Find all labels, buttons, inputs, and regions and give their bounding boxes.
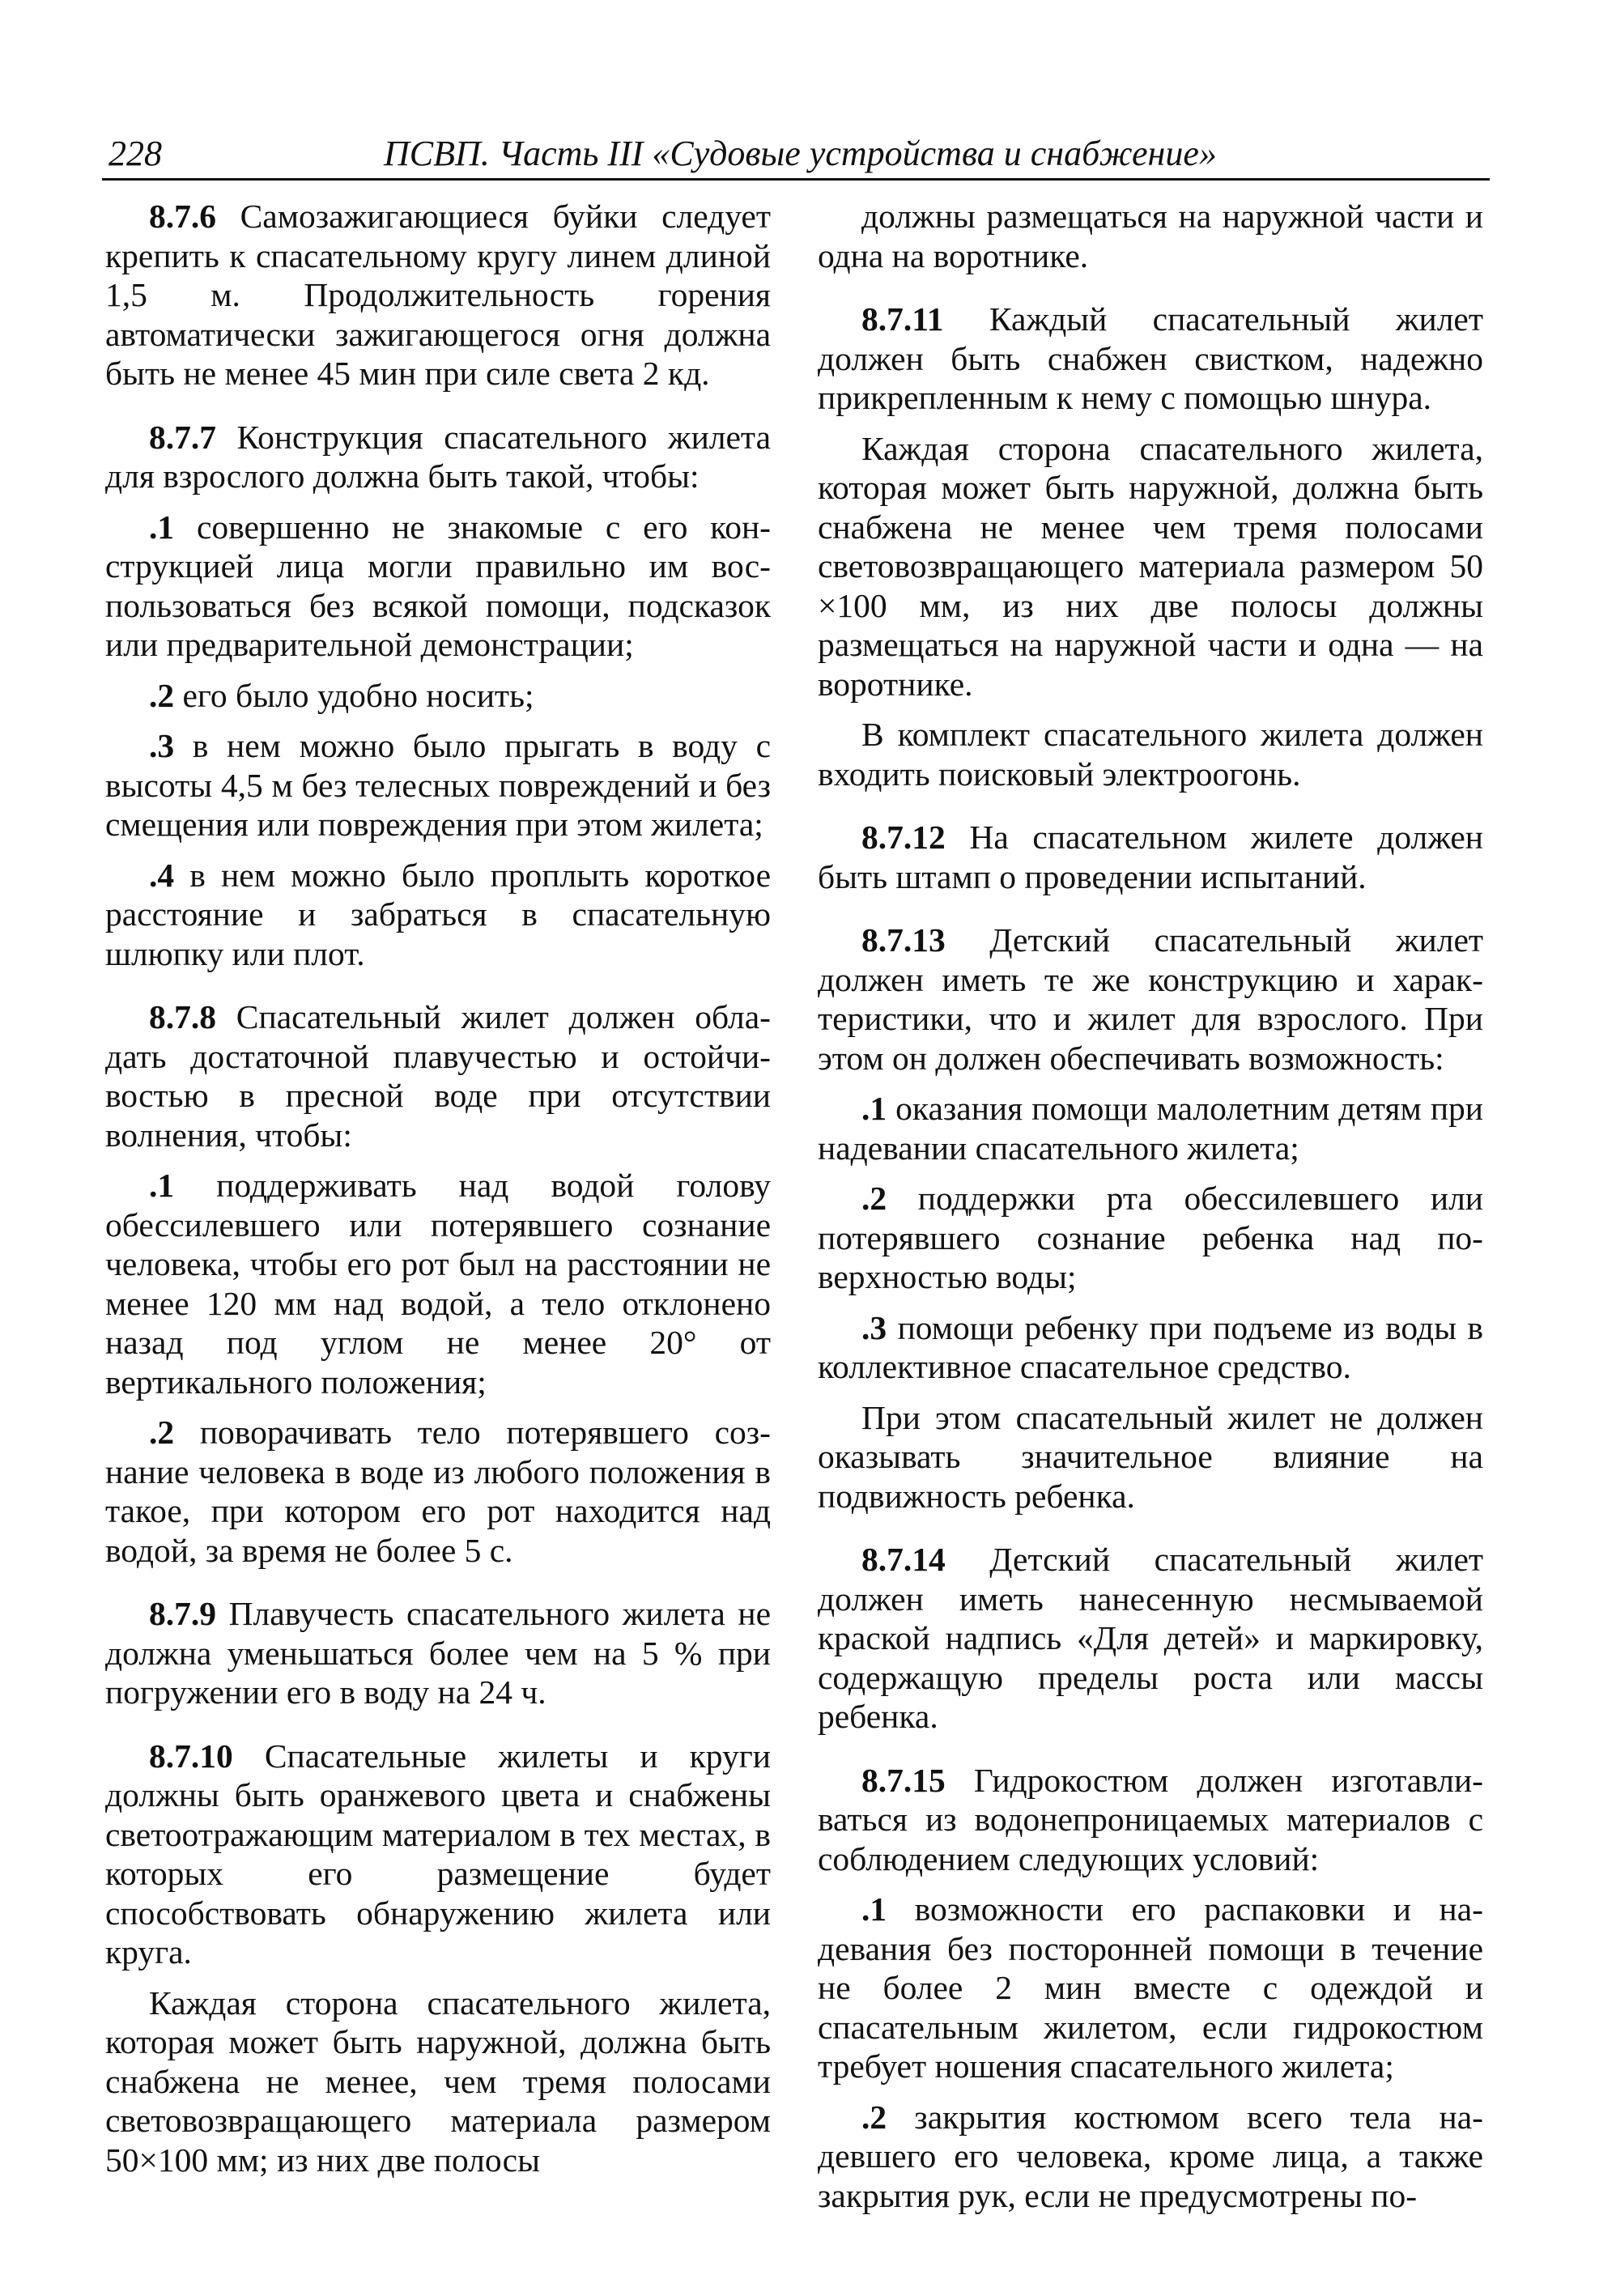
clause-8-7-10-paragraph: Каждая сторона спасательного жилета, которая может быть наружной, должна быть снабжена не менее, чем тремя полосами световозвращающего материала размером 50×100 мм; из них две полосы <box>105 1983 771 2179</box>
clause-8-7-13-paragraph: При этом спасательный жилет не должен оказывать значительное влияние на подвижность ребенка. <box>818 1398 1483 1515</box>
clause-8-7-15-item-2: .2 закрытия костюмом всего тела надевшего его человека, кроме лица, а также закрытия рук, если не предусмотрены по- <box>818 2098 1483 2214</box>
clause-8-7-15: 8.7.15 Гидрокостюм должен изготавливаться из водонепроницаемых материалов с соблюдением следующих условий: <box>818 1761 1483 1877</box>
right-column <box>818 197 1483 2226</box>
clause-8-7-8-item-1: .1 поддерживать над водой голову обессилевшего или потерявшего сознание человека, чтобы его рот был на расстоянии не менее 120 мм над водой, а тело отклонено назад под углом не менее 20° от вертикального положения; <box>105 1167 771 1401</box>
clause-8-7-8: 8.7.8 Спасательный жилет должен обладать достаточной плавучестью и остойчивостью в пресной воде при отсутствии волнения, чтобы: <box>105 998 771 1154</box>
page-number: 228 <box>108 134 162 173</box>
left-column <box>105 197 771 2191</box>
page-header <box>102 128 1490 181</box>
clause-8-7-13-item-1: .1 оказания помощи малолетним детям при надевании спасательного жилета; <box>818 1090 1483 1167</box>
clause-8-7-7-item-4: .4 в нем можно было проплыть короткое расстояние и забраться в спасательную шлюпку или плот. <box>105 856 771 972</box>
clause-8-7-11-paragraph-2: Каждая сторона спасательного жилета, которая может быть наружной, должна быть снабжена не менее чем тремя полосами световозвращающего материала размером 50 ×100 мм, из них две полосы должны размещаться на наружной части и одна — на воротнике. <box>818 429 1483 703</box>
clause-8-7-7-item-3: .3 в нем можно было прыгать в воду с высоты 4,5 м без телесных повреждений и без смещения или повреждения при этом жилета; <box>105 727 771 843</box>
clause-8-7-15-item-1: .1 возможности его распаковки и надевания без посторонней помощи в течение не более 2 мин вместе с одеждой и спасательным жилетом, если гидрокостюм требует ношения спасательного жилета; <box>818 1890 1483 2085</box>
clause-8-7-13-item-2: .2 поддержки рта обессилевшего или потерявшего сознание ребенка над поверхностью воды; <box>818 1180 1483 1295</box>
clause-8-7-11-paragraph-3: В комплект спасательного жилета должен входить поисковый электроогонь. <box>818 716 1483 793</box>
clause-8-7-14: 8.7.14 Детский спасательный жилет должен иметь нанесенную несмываемой краской надпись «Для детей» и маркировку, содержащую пределы роста или массы ребенка. <box>818 1541 1483 1735</box>
clause-8-7-10-continuation: должны размещаться на наружной части и одна на воротнике. <box>818 198 1483 274</box>
clause-8-7-13: 8.7.13 Детский спасательный жилет должен иметь те же конструкцию и характеристики, что и жилет для взрослого. При этом он должен обеспечивать возможность: <box>818 921 1483 1077</box>
clause-8-7-11: 8.7.11 Каждый спасательный жилет должен быть снабжен свистком, надежно прикрепленным к нему с помощью шнура. <box>818 300 1483 416</box>
clause-8-7-9: 8.7.9 Плавучесть спасательного жилета не должна уменьшаться более чем на 5 % при погружении его в воду на 24 ч. <box>105 1595 771 1711</box>
clause-8-7-7-item-2: .2 его было удобно носить; <box>149 676 534 714</box>
running-title: ПСВП. Часть III «Судовые устройства и снабжение» <box>384 134 1217 173</box>
clause-8-7-6: 8.7.6 Самозажигающиеся буйки следует крепить к спасательному кругу линем длиной 1,5 м. Продолжительность горения автоматически зажигающегося огня должна быть не менее 45 мин при силе света 2 кд. <box>105 198 771 392</box>
clause-8-7-10: 8.7.10 Спасательные жилеты и круги должны быть оранжевого цвета и снабжены светоотражающим материалом в тех местах, в которых его размещение будет способствовать обнаружению жилета или круга. <box>105 1737 771 1971</box>
clause-8-7-8-item-2: .2 поворачивать тело потерявшего сознание человека в воде из любого положения в такое, при котором его рот находится над водой, за время не более 5 с. <box>105 1414 771 1569</box>
clause-8-7-12: 8.7.12 На спасательном жилете должен быть штамп о проведении испытаний. <box>818 818 1483 895</box>
clause-8-7-13-item-3: .3 помощи ребенку при подъеме из воды в коллективное спасательное средство. <box>818 1308 1483 1385</box>
clause-8-7-7: 8.7.7 Конструкция спасательного жилета для взрослого должна быть такой, чтобы: <box>105 418 771 495</box>
clause-8-7-7-item-1: .1 совершенно не знакомые с его конструкцией лица могли правильно им воспользоваться без всякой помощи, подсказок или предварительной демонстрации; <box>105 508 771 663</box>
